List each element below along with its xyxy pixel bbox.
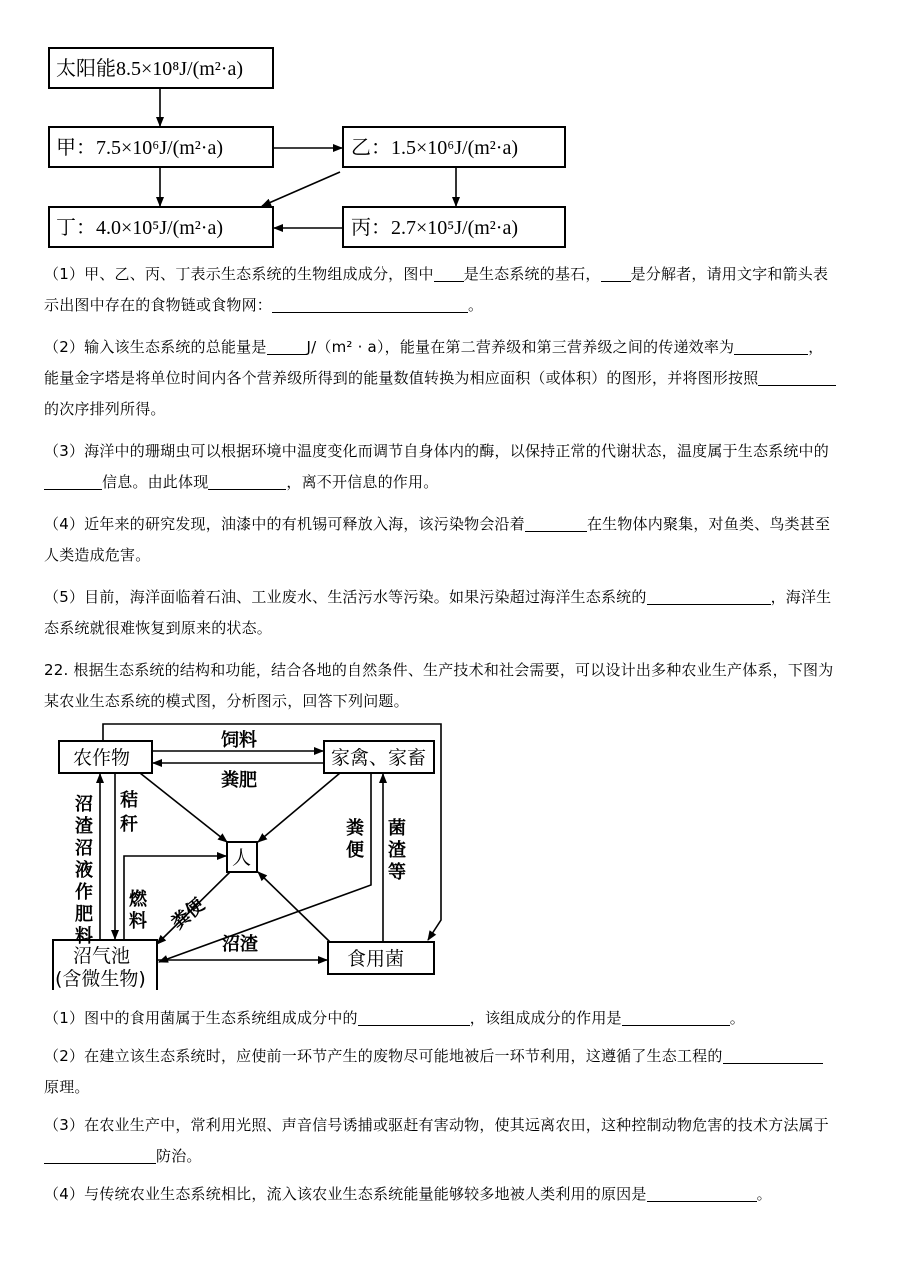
jia-label: 甲：7.5×10⁶J/(m²·a) bbox=[56, 137, 224, 159]
mush-residue-label-1: 菌 bbox=[388, 818, 406, 839]
q21-blank-info-type[interactable] bbox=[44, 473, 102, 490]
q21-p2-text-c: ， bbox=[808, 338, 824, 356]
svg-text:料: 料 bbox=[75, 926, 93, 947]
q22-intro-line1: 22. 根据生态系统的结构和功能，结合各地的自然条件、生产技术和社会需要，可以设计出多种农业生产体系，下图为 bbox=[44, 661, 834, 679]
human-label: 人 bbox=[232, 847, 252, 869]
q22-p2-text-b: 原理。 bbox=[44, 1078, 90, 1096]
q21-p1-text-c: 是分解者，请用文字和箭头表 bbox=[630, 265, 829, 283]
q22-blank-component[interactable] bbox=[358, 1009, 470, 1026]
q21-part5 bbox=[44, 582, 864, 644]
svg-text:渣: 渣 bbox=[75, 816, 93, 837]
arrow-mushroom-human bbox=[258, 872, 330, 942]
q21-p4-text-b: 在生物体内聚集，对鱼类、鸟类甚至 bbox=[586, 515, 831, 533]
ding-label: 丁：4.0×10⁵J/(m²·a) bbox=[56, 217, 224, 239]
q22-part3 bbox=[44, 1110, 864, 1172]
question-21 bbox=[44, 259, 864, 717]
mushroom-label: 食用菌 bbox=[347, 948, 405, 970]
yi-label: 乙：1.5×10⁶J/(m²·a) bbox=[351, 137, 519, 159]
q21-p4-text-c: 人类造成危害。 bbox=[44, 546, 151, 564]
q22-intro bbox=[44, 655, 864, 717]
q21-p2-text-a: （2）输入该生态系统的总能量是 bbox=[44, 338, 267, 356]
feces-label-1: 粪便 bbox=[167, 894, 209, 934]
svg-text:作: 作 bbox=[75, 882, 93, 903]
q21-p3-text-c: ，离不开信息的作用。 bbox=[286, 473, 439, 491]
q22-p4-text-a: （4）与传统农业生态系统相比，流入该农业生态系统能量能够较多地被人类利用的原因是 bbox=[44, 1185, 647, 1203]
q22-p1-text-a: （1）图中的食用菌属于生态系统组成成分中的 bbox=[44, 1009, 358, 1027]
q21-blank-foodweb[interactable] bbox=[272, 296, 468, 313]
q21-p3-text-a: （3）海洋中的珊瑚虫可以根据环境中温度变化而调节自身体内的酶，以保持正常的代谢状态，温度属于生态系统中的 bbox=[44, 442, 829, 460]
biogas-residue-label: 沼渣 bbox=[222, 934, 258, 955]
q22-p1-text-b: ，该组成成分的作用是 bbox=[469, 1009, 622, 1027]
residue-fert-label bbox=[75, 794, 93, 947]
svg-text:沼: 沼 bbox=[75, 794, 93, 815]
livestock-label: 家禽、家畜 bbox=[331, 747, 427, 769]
q22-part2 bbox=[44, 1041, 864, 1103]
svg-text:肥: 肥 bbox=[75, 904, 93, 925]
q22-blank-reason[interactable] bbox=[647, 1185, 757, 1202]
sun-label: 太阳能8.5×10⁸J/(m²·a) bbox=[56, 58, 244, 80]
bing-label: 丙：2.7×10⁵J/(m²·a) bbox=[351, 217, 519, 239]
q21-p5-text-b: ，海洋生 bbox=[770, 588, 832, 606]
arrow-yi-ding bbox=[262, 172, 340, 206]
mush-residue-label-2: 渣 bbox=[388, 840, 406, 861]
arrow-livestock-human bbox=[258, 773, 340, 842]
svg-text:沼: 沼 bbox=[75, 838, 93, 859]
fuel-label-2: 料 bbox=[129, 911, 147, 932]
energy-flow-diagram bbox=[0, 0, 900, 260]
q21-p1-text-b: 是生态系统的基石， bbox=[463, 265, 601, 283]
mush-residue-label-3: 等 bbox=[388, 862, 406, 883]
arrow-crops-human bbox=[140, 773, 227, 842]
q21-blank-order[interactable] bbox=[758, 369, 836, 386]
q22-p3-text-b: 防治。 bbox=[156, 1147, 202, 1165]
q21-p2-text-e: 的次序排列所得。 bbox=[44, 400, 166, 418]
q22-blank-principle[interactable] bbox=[723, 1047, 823, 1064]
q21-part2 bbox=[44, 332, 864, 425]
q21-p4-text-a: （4）近年来的研究发现，油漆中的有机锡可释放入海，该污染物会沿着 bbox=[44, 515, 525, 533]
q22-part4 bbox=[44, 1179, 864, 1210]
feces-label-2b: 便 bbox=[346, 840, 364, 861]
q22-p4-text-b: 。 bbox=[756, 1185, 772, 1203]
agro-ecosystem-diagram bbox=[0, 710, 900, 990]
q22-blank-control[interactable] bbox=[44, 1147, 156, 1164]
q21-blank-info-role[interactable] bbox=[208, 473, 286, 490]
q21-p1-text-a: （1）甲、乙、丙、丁表示生态系统的生物组成成分，图中 bbox=[44, 265, 434, 283]
q21-p5-text-a: （5）目前，海洋面临着石油、工业废水、生活污水等污染。如果污染超过海洋生态系统的 bbox=[44, 588, 647, 606]
q21-part1 bbox=[44, 259, 864, 321]
q21-part3 bbox=[44, 436, 864, 498]
q21-p1-text-e: 。 bbox=[468, 296, 484, 314]
feces-label-2a: 粪 bbox=[346, 818, 364, 839]
q22-part1 bbox=[44, 1003, 864, 1034]
q21-blank-producer[interactable] bbox=[434, 265, 464, 282]
question-22-parts bbox=[44, 1003, 864, 1210]
manure-label: 粪肥 bbox=[221, 770, 257, 791]
q21-p2-text-d: 能量金字塔是将单位时间内各个营养级所得到的能量数值转换为相应面积（或体积）的图形，并将图形按照 bbox=[44, 369, 759, 387]
q22-p1-text-c: 。 bbox=[729, 1009, 745, 1027]
q22-p2-text-a: （2）在建立该生态系统时，应使前一环节产生的废物尽可能地被后一环节利用，这遵循了生态工程的 bbox=[44, 1047, 723, 1065]
q21-blank-decomposer[interactable] bbox=[601, 265, 631, 282]
q21-blank-capacity[interactable] bbox=[647, 588, 771, 605]
q22-blank-role[interactable] bbox=[622, 1009, 730, 1026]
q21-p5-text-c: 态系统就很难恢复到原来的状态。 bbox=[44, 619, 273, 637]
q21-blank-efficiency[interactable] bbox=[734, 338, 808, 355]
q22-p3-text-a: （3）在农业生产中，常利用光照、声音信号诱捕或驱赶有害动物，使其远离农田，这种控制动物危害的技术方法属于 bbox=[44, 1116, 829, 1134]
q21-p1-text-d: 示出图中存在的食物链或食物网： bbox=[44, 296, 273, 314]
svg-text:液: 液 bbox=[75, 860, 93, 881]
straw-label-1: 秸 bbox=[120, 790, 138, 811]
q21-part4 bbox=[44, 509, 864, 571]
q22-intro-line2: 某农业生态系统的模式图，分析图示，回答下列问题。 bbox=[44, 692, 409, 710]
feed-label: 饲料 bbox=[221, 730, 257, 751]
q21-p2-text-b: J/（m² · a），能量在第二营养级和第三营养级之间的传递效率为 bbox=[306, 338, 735, 356]
biogas-label-1: 沼气池 bbox=[73, 945, 131, 967]
biogas-label-2: (含微生物) bbox=[55, 968, 146, 990]
arrow-feces-livestock bbox=[159, 773, 371, 962]
q21-p3-text-b: 信息。由此体现 bbox=[102, 473, 209, 491]
crops-label: 农作物 bbox=[73, 747, 131, 769]
q21-blank-total-energy[interactable] bbox=[267, 338, 307, 355]
straw-label-2: 秆 bbox=[120, 814, 138, 835]
q21-blank-pathway[interactable] bbox=[525, 515, 587, 532]
fuel-label-1: 燃 bbox=[129, 889, 147, 910]
